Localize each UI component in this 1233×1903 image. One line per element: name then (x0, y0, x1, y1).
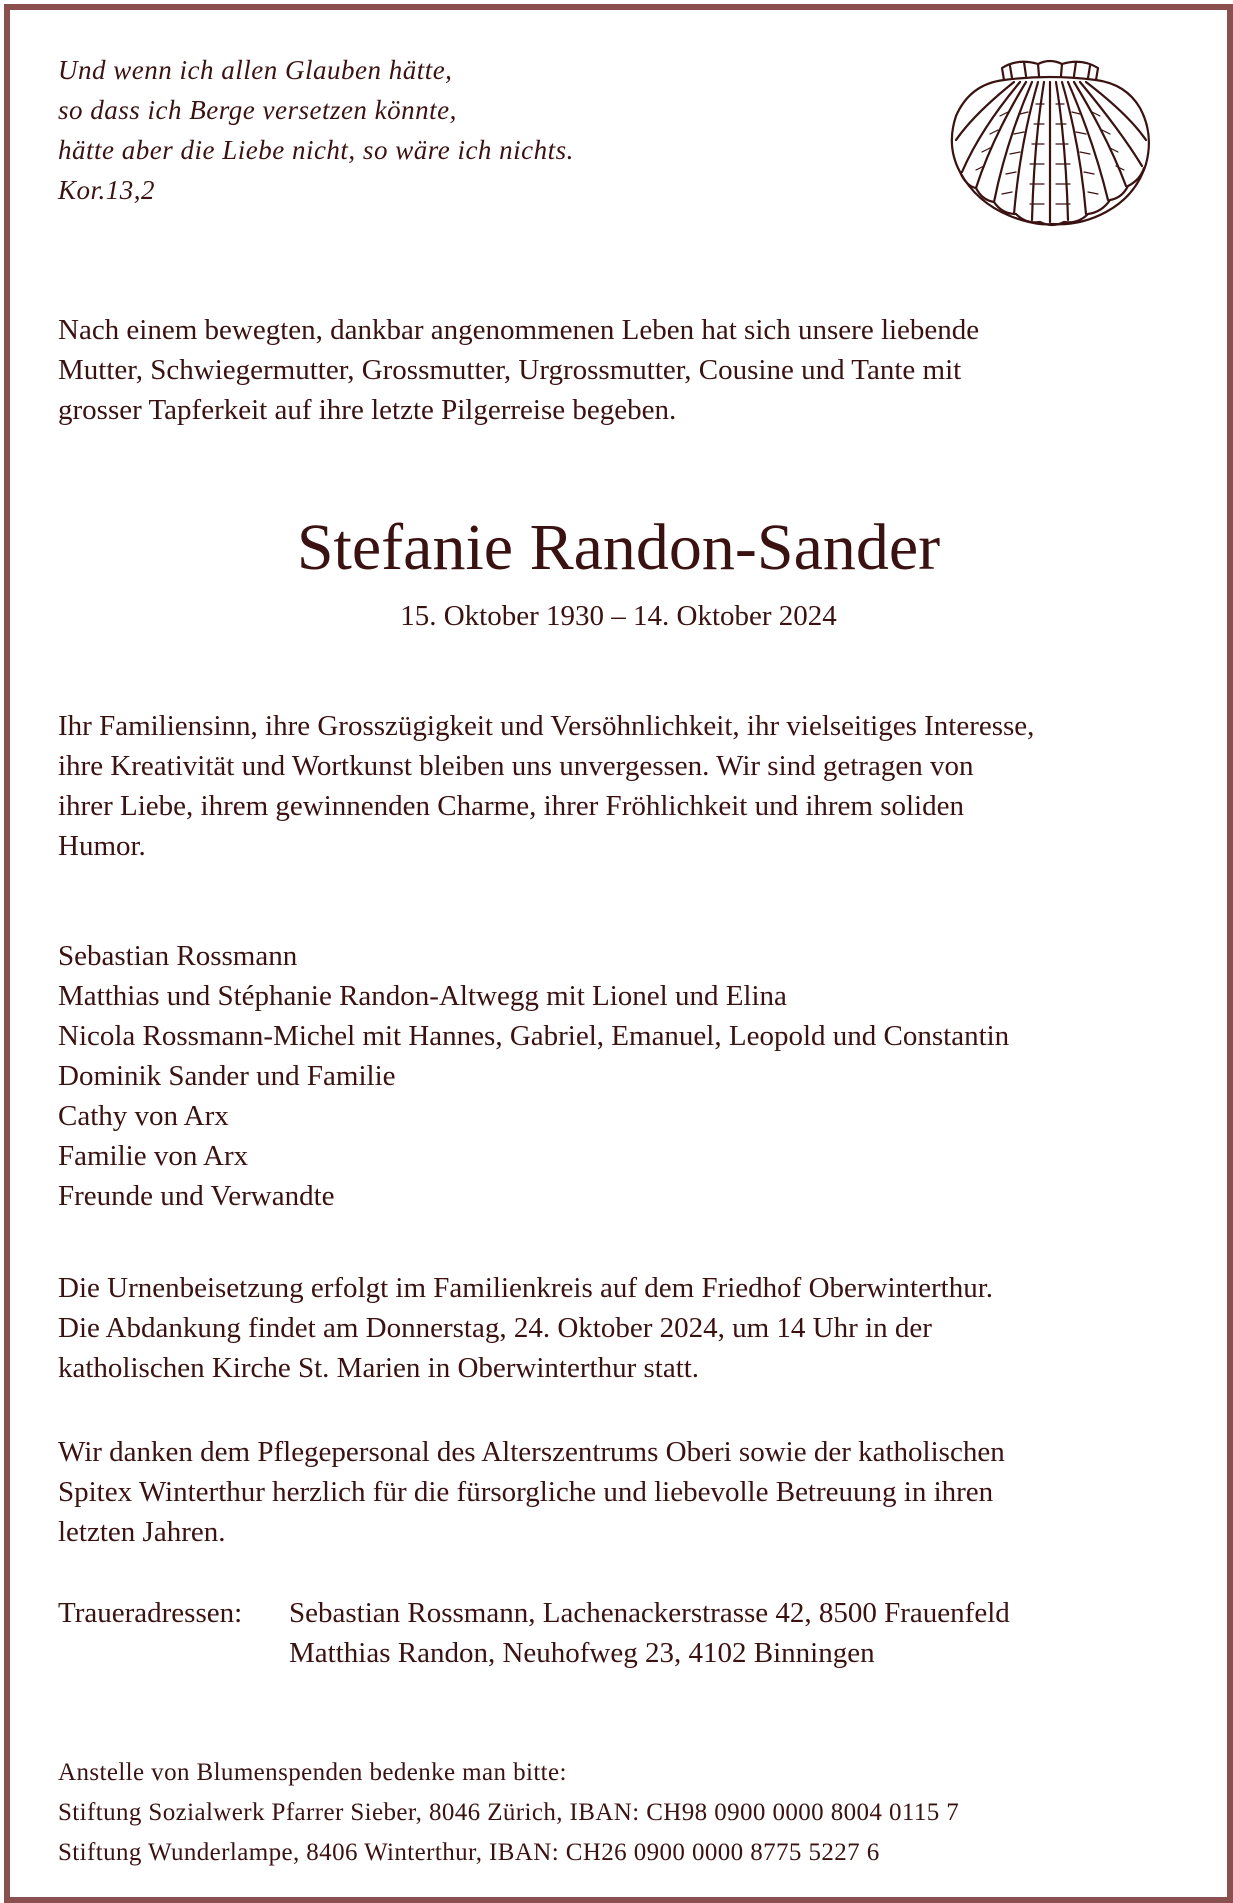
mourner-line: Familie von Arx (58, 1140, 249, 1172)
intro-paragraph (58, 310, 1188, 430)
tribute-paragraph (58, 706, 1188, 866)
notice-frame (4, 4, 1233, 1903)
addresses-list (289, 1593, 1010, 1673)
mourner-line: Cathy von Arx (58, 1100, 229, 1132)
deceased-name: Stefanie Randon-Sander (296, 511, 941, 584)
addresses-label: Traueradressen: (58, 1597, 243, 1629)
thanks-line: letzten Jahren. (58, 1516, 226, 1548)
ceremony-line: Die Abdankung findet am Donnerstag, 24. Oktober 2024, um 14 Uhr in der (58, 1312, 932, 1344)
mourner-line: Matthias und Stéphanie Randon-Altwegg mit Lionel und Elina (58, 980, 787, 1012)
ceremony-line: Die Urnenbeisetzung erfolgt im Familienkreis auf dem Friedhof Oberwinterthur. (58, 1272, 993, 1304)
mourner-line: Sebastian Rossmann (58, 940, 298, 972)
mourner-line: Dominik Sander und Familie (58, 1060, 396, 1092)
address-line: Sebastian Rossmann, Lachenackerstrasse 42, 8500 Frauenfeld (289, 1597, 1010, 1629)
verse-line: hätte aber die Liebe nicht, so wäre ich nichts. (58, 135, 574, 165)
bible-verse (58, 50, 818, 210)
donation-line: Stiftung Sozialwerk Pfarrer Sieber, 8046 Zürich, IBAN: CH98 0900 0000 8004 0115 7 (58, 1799, 960, 1826)
life-dates: 15. Oktober 1930 – 14. Oktober 2024 (400, 600, 837, 632)
mourners-list (58, 936, 1188, 1216)
address-line: Matthias Randon, Neuhofweg 23, 4102 Binningen (289, 1637, 875, 1669)
thanks-paragraph (58, 1432, 1188, 1552)
donations-section (58, 1753, 1188, 1873)
tribute-line: Ihr Familiensinn, ihre Grosszügigkeit und Versöhnlichkeit, ihr vielseitiges Interesse, (58, 710, 1035, 742)
ceremony-paragraph (58, 1268, 1188, 1388)
intro-line: Nach einem bewegten, dankbar angenommenen Leben hat sich unsere liebende (58, 314, 980, 346)
tribute-line: ihre Kreativität und Wortkunst bleiben uns unvergessen. Wir sind getragen von (58, 750, 974, 782)
verse-line: Und wenn ich allen Glauben hätte, (58, 55, 453, 85)
notice-content (10, 10, 1227, 1897)
ceremony-line: katholischen Kirche St. Marien in Oberwinterthur statt. (58, 1352, 700, 1384)
thanks-line: Spitex Winterthur herzlich für die fürsorgliche und liebevolle Betreuung in ihren (58, 1476, 994, 1508)
mourner-line: Nicola Rossmann-Michel mit Hannes, Gabriel, Emanuel, Leopold und Constantin (58, 1020, 1010, 1052)
intro-line: grosser Tapferkeit auf ihre letzte Pilgerreise begeben. (58, 394, 677, 426)
donation-line: Stiftung Wunderlampe, 8406 Winterthur, IBAN: CH26 0900 0000 8775 5227 6 (58, 1839, 880, 1866)
thanks-line: Wir danken dem Pflegepersonal des Alterszentrums Oberi sowie der katholischen (58, 1436, 1005, 1468)
tribute-line: ihrer Liebe, ihrem gewinnenden Charme, ihrer Fröhlichkeit und ihrem soliden (58, 790, 964, 822)
donations-intro: Anstelle von Blumenspenden bedenke man bitte: (58, 1759, 567, 1786)
tribute-line: Humor. (58, 830, 146, 862)
scallop-shell-icon (940, 54, 1160, 230)
verse-line: so dass ich Berge versetzen könnte, (58, 95, 457, 125)
intro-line: Mutter, Schwiegermutter, Grossmutter, Urgrossmutter, Cousine und Tante mit (58, 354, 962, 386)
verse-reference: Kor.13,2 (58, 175, 156, 205)
mourner-line: Freunde und Verwandte (58, 1180, 335, 1212)
